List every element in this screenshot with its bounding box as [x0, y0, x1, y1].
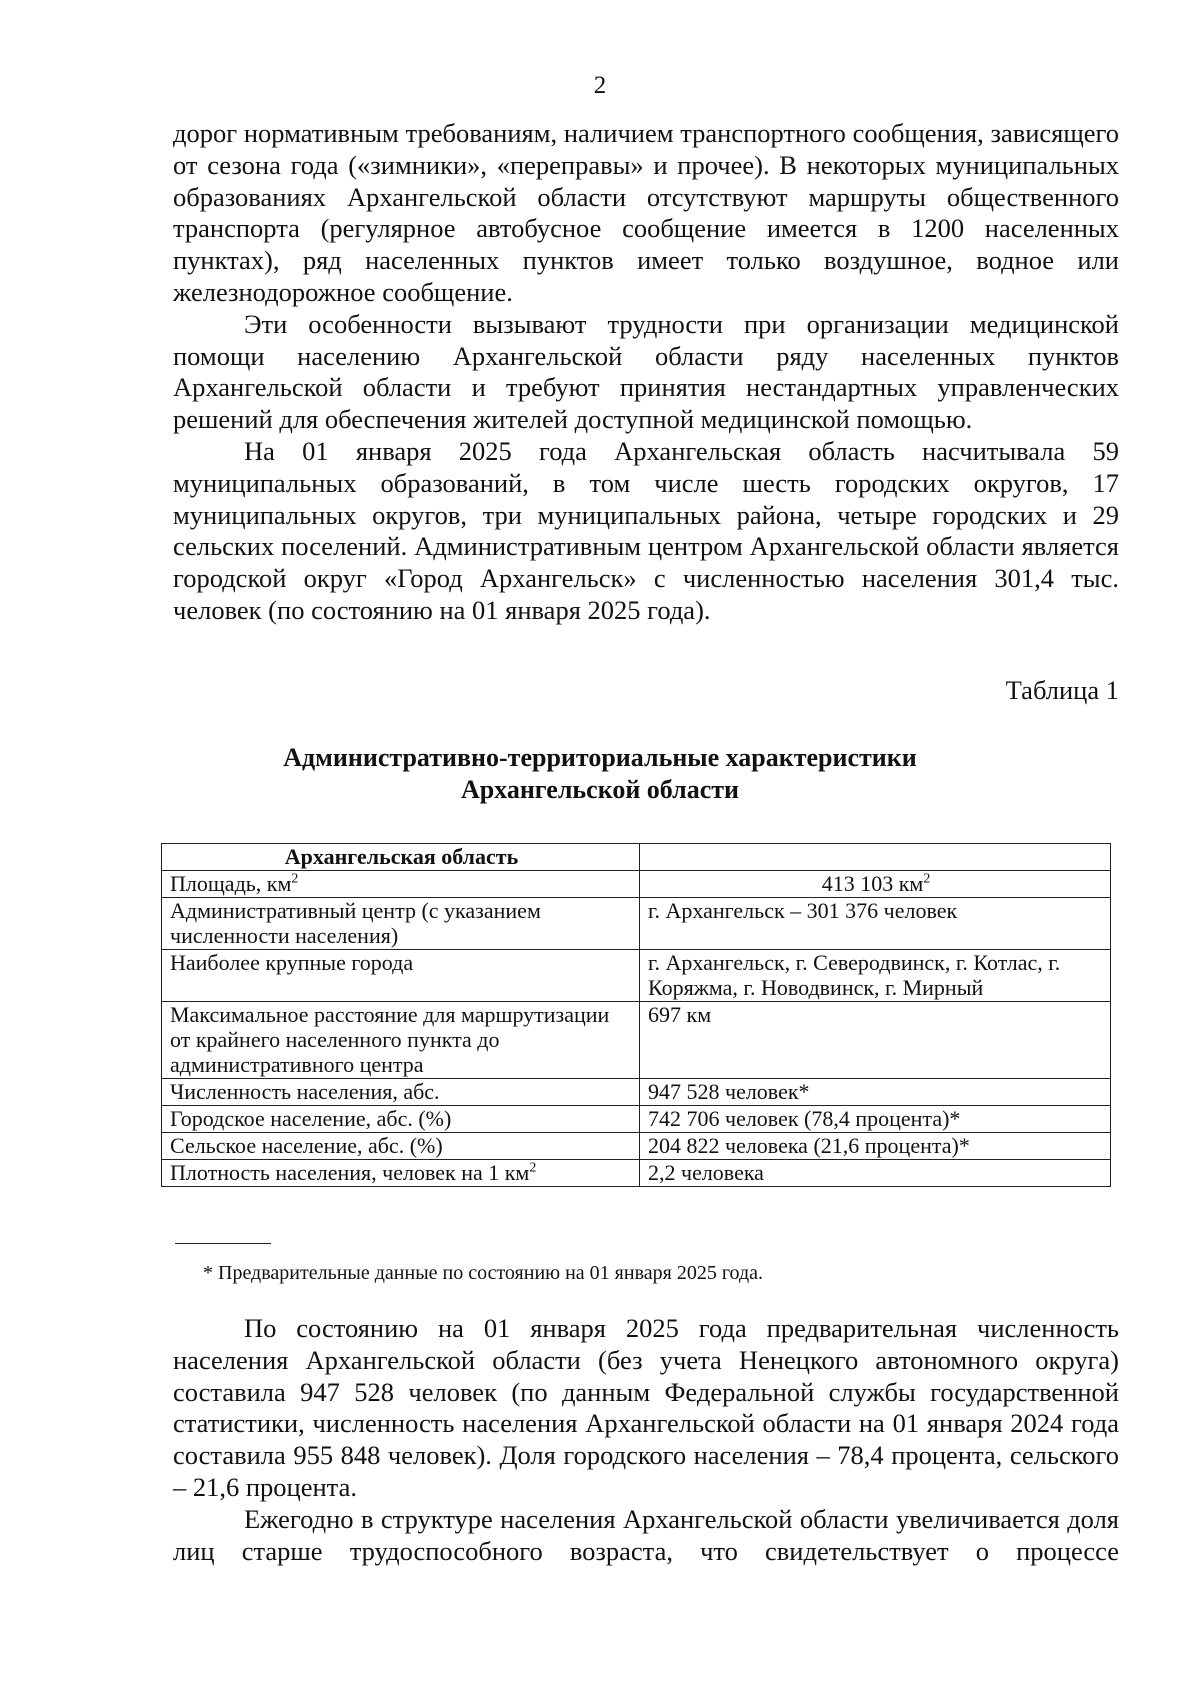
superscript: 2	[291, 871, 299, 887]
paragraph: Эти особенности вызывают трудности при организации медицинской помощи населению Архангельской области ряду населенных пунктов Архангельской области и требуют принятия нестандартных управленческих решений для обеспечения жителей доступной медицинской помощью.	[173, 308, 1119, 435]
table-title-line: Административно-территориальные характеристики	[283, 743, 917, 772]
table-row	[162, 871, 1111, 898]
table-row	[162, 1079, 1111, 1106]
table-cell: г. Архангельск, г. Северодвинск, г. Котлас, г. Коряжма, г. Новодвинск, г. Мирный	[640, 950, 1111, 1002]
table-row	[162, 1106, 1111, 1133]
paragraph: Ежегодно в структуре населения Архангельской области увеличивается доля лиц старше трудоспособного возраста, что свидетельствует о процессе	[173, 1503, 1119, 1566]
table-row	[162, 1002, 1111, 1079]
cell-text: Плотность населения, человек на 1 км	[170, 1160, 530, 1185]
page-number: 2	[593, 72, 607, 99]
table-cell: 697 км	[640, 1002, 1111, 1079]
table-cell: 204 822 человека (21,6 процента)*	[640, 1133, 1111, 1160]
table-cell: г. Архангельск – 301 376 человек	[640, 898, 1111, 950]
table-row	[162, 950, 1111, 1002]
body-text-top	[173, 118, 1119, 627]
cell-text: Площадь, км	[170, 871, 292, 896]
characteristics-table	[161, 843, 1111, 1187]
paragraph: дорог нормативным требованиям, наличием транспортного сообщения, зависящего от сезона года («зимники», «переправы» и прочее). В некоторых муниципальных образованиях Архангельской области отсутствуют маршруты общественного транспорта (регулярное автобусное сообщение имеется в 1200 населенных пунктах), ряд населенных пунктов имеет только воздушное, водное или железнодорожное сообщение.	[173, 118, 1119, 307]
table-cell: Сельское население, абс. (%)	[162, 1133, 640, 1160]
table-header-cell	[640, 844, 1111, 871]
paragraph: По состоянию на 01 января 2025 года предварительная численность населения Архангельской области (без учета Ненецкого автономного округа) составила 947 528 человек (по данным Федеральной службы государственной статистики, численность населения Архангельской области на 01 января 2024 года составила 955 848 человек). Доля городского населения – 78,4 процента, сельского – 21,6 процента.	[173, 1313, 1119, 1502]
table-cell	[640, 871, 1111, 898]
table-cell: Максимальное расстояние для маршрутизации от крайнего населенного пункта до административного центра	[162, 1002, 640, 1079]
cell-text: 413 103 км	[821, 871, 924, 896]
superscript: 2	[529, 1160, 537, 1176]
table-cell: Наиболее крупные города	[162, 950, 640, 1002]
table-cell: 2,2 человека	[640, 1160, 1111, 1187]
table-header-cell: Архангельская область	[162, 844, 640, 871]
table-title-line: Архангельской области	[460, 775, 740, 804]
table-header-row	[162, 844, 1111, 871]
superscript: 2	[923, 871, 931, 887]
table-cell: 742 706 человек (78,4 процента)*	[640, 1106, 1111, 1133]
footnote: * Предварительные данные по состоянию на 01 января 2025 года.	[203, 1262, 764, 1284]
table-cell: Численность населения, абс.	[162, 1079, 640, 1106]
table-cell: Городское население, абс. (%)	[162, 1106, 640, 1133]
table-cell	[162, 871, 640, 898]
footnote-divider	[175, 1243, 271, 1244]
table-label: Таблица 1	[1005, 675, 1119, 705]
paragraph: На 01 января 2025 года Архангельская область насчитывала 59 муниципальных образований, в том числе шесть городских округов, 17 муниципальных округов, три муниципальных района, четыре городских и 29 сельских поселений. Административным центром Архангельской области является городской округ «Город Архангельск» с численностью населения 301,4 тыс. человек (по состоянию на 01 января 2025 года).	[173, 435, 1119, 625]
table-title	[0, 742, 1200, 806]
table-cell: Административный центр (с указанием численности населения)	[162, 898, 640, 950]
body-text-bottom	[173, 1313, 1119, 1567]
table-row	[162, 898, 1111, 950]
table-cell: 947 528 человек*	[640, 1079, 1111, 1106]
table-cell	[162, 1160, 640, 1187]
table-row	[162, 1133, 1111, 1160]
table-row	[162, 1160, 1111, 1187]
